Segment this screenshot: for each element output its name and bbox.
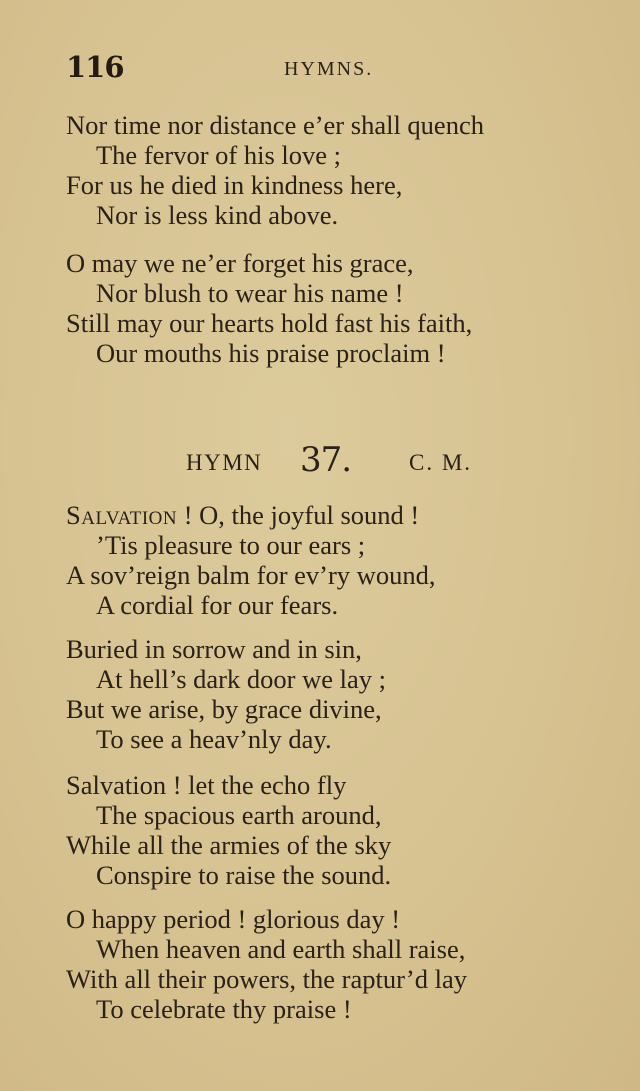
- verse-line: The spacious earth around,: [96, 800, 382, 830]
- first-line-rest: ! O, the joyful sound !: [177, 500, 420, 530]
- hymn-number: 37.: [300, 440, 352, 480]
- previous-hymn-stanza-1: [66, 110, 626, 230]
- hymn-stanza-4: [66, 904, 626, 1024]
- verse-line: Nor time nor distance e’er shall quench: [66, 110, 484, 140]
- hymn-stanza-1: [66, 500, 626, 620]
- hymn-heading: [0, 440, 640, 486]
- first-word-small-caps: Salvation: [66, 500, 178, 530]
- verse-line: Salvation ! let the echo fly: [66, 770, 347, 800]
- verse-line: Nor is less kind above.: [96, 200, 339, 230]
- running-head: [0, 50, 640, 90]
- verse-line: When heaven and earth shall raise,: [96, 934, 466, 964]
- verse-line: While all the armies of the sky: [66, 830, 392, 860]
- verse-line: At hell’s dark door we lay ;: [96, 664, 386, 694]
- previous-hymn-stanza-2: [66, 248, 626, 368]
- verse-line: ’Tis pleasure to our ears ;: [96, 530, 366, 560]
- verse-line: The fervor of his love ;: [96, 140, 342, 170]
- verse-line: A sov’reign balm for ev’ry wound,: [66, 560, 436, 590]
- verse-line: Conspire to raise the sound.: [96, 860, 392, 890]
- hymn-label: HYMN: [186, 450, 263, 475]
- verse-line: For us he died in kindness here,: [66, 170, 403, 200]
- verse-line-first: [66, 500, 626, 530]
- hymn-stanza-2: [66, 634, 626, 754]
- verse-line: To celebrate thy praise !: [96, 994, 352, 1024]
- verse-line: Buried in sorrow and in sin,: [66, 634, 362, 664]
- section-title: HYMNS.: [284, 58, 374, 80]
- verse-line: To see a heav’nly day.: [96, 724, 332, 754]
- verse-line: O may we ne’er forget his grace,: [66, 248, 414, 278]
- verse-line: Our mouths his praise proclaim !: [96, 338, 446, 368]
- verse-line: But we arise, by grace divine,: [66, 694, 382, 724]
- hymn-stanza-3: [66, 770, 626, 890]
- verse-line: A cordial for our fears.: [96, 590, 339, 620]
- hymn-meter: C. M.: [409, 450, 473, 475]
- verse-line: Still may our hearts hold fast his faith,: [66, 308, 473, 338]
- page-number: 116: [66, 50, 124, 84]
- verse-line: O happy period ! glorious day !: [66, 904, 401, 934]
- verse-line: With all their powers, the raptur’d lay: [66, 964, 467, 994]
- verse-line: Nor blush to wear his name !: [96, 278, 404, 308]
